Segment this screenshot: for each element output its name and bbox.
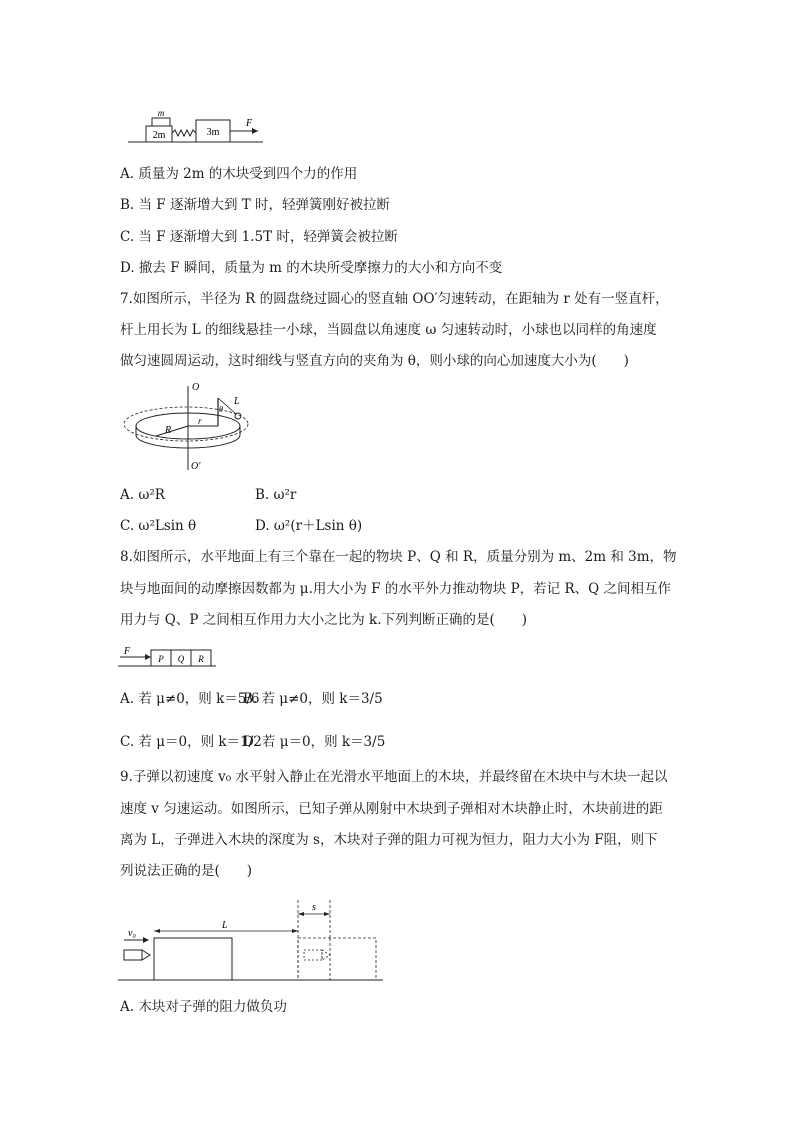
- label-L: L: [234, 396, 240, 407]
- q6-option-c: C. 当 F 逐渐增大到 1.5T 时，轻弹簧会被拉断: [120, 229, 398, 245]
- label-F: F: [124, 646, 131, 657]
- q9-stem-line3: 离为 L，子弹进入木块的深度为 s，木块对子弹的阻力可视为恒力，阻力大小为 F阻，则下: [120, 832, 658, 848]
- bullet-block-figure: [118, 898, 388, 986]
- q7-option-a: A. ω²R: [120, 487, 165, 503]
- q8-option-b: B. 若 μ≠0，则 k＝3/5: [243, 691, 383, 707]
- label-m: m: [157, 108, 165, 118]
- q9-option-a: A. 木块对子弹的阻力做负功: [120, 999, 287, 1015]
- q7-option-b: B. ω²r: [255, 487, 297, 503]
- label-R: R: [198, 654, 204, 664]
- label-r: r: [198, 416, 202, 426]
- label-P: P: [158, 654, 164, 664]
- spring-blocks-figure: [128, 106, 268, 146]
- label-2m: 2m: [152, 130, 166, 141]
- q6-option-d: D. 撤去 F 瞬间，质量为 m 的木块所受摩擦力的大小和方向不变: [120, 260, 503, 276]
- q9-stem-line2: 速度 v 匀速运动。如图所示，已知子弹从刚射中木块到子弹相对木块静止时，木块前进的距: [120, 801, 663, 817]
- q6-option-a: A. 质量为 2m 的木块受到四个力的作用: [120, 166, 358, 182]
- q9-stem-line4: 列说法正确的是( ): [120, 863, 253, 879]
- label-R: R: [165, 425, 172, 436]
- label-theta: θ: [219, 405, 223, 414]
- q7-stem-line2: 杆上用长为 L 的细线悬挂一小球，当圆盘以角速度 ω 匀速转动时，小球也以同样的角速度: [120, 322, 657, 338]
- label-s: s: [312, 902, 316, 913]
- label-F: F: [246, 118, 253, 129]
- q7-stem-line1: 7.如图所示，半径为 R 的圆盘绕过圆心的竖直轴 OO′匀速转动，在距轴为 r 处有一竖直杆，: [120, 291, 669, 307]
- q9-stem-line1: 9.子弹以初速度 v₀ 水平射入静止在光滑水平地面上的木块，并最终留在木块中与木块一起以: [120, 769, 668, 785]
- label-O-prime: O′: [191, 461, 201, 472]
- q8-stem-line1: 8.如图所示，水平地面上有三个靠在一起的物块 P、Q 和 R，质量分别为 m、2m 和 3m，物: [120, 549, 677, 565]
- label-v0: v₀: [128, 928, 136, 939]
- q8-option-c: C. 若 μ＝0，则 k＝1/2: [120, 734, 262, 750]
- label-L: L: [222, 920, 228, 931]
- q8-option-d: D. 若 μ＝0，则 k＝3/5: [243, 734, 386, 750]
- q8-option-a: A. 若 μ≠0，则 k＝5/6: [120, 691, 260, 707]
- q7-stem-line3: 做匀速圆周运动，这时细线与竖直方向的夹角为 θ，则小球的向心加速度大小为( ): [120, 353, 629, 369]
- q7-option-c: C. ω²Lsin θ: [120, 518, 197, 534]
- pqr-blocks-figure: [118, 642, 223, 670]
- q7-option-d: D. ω²(r＋Lsin θ): [255, 518, 363, 534]
- q6-option-b: B. 当 F 逐渐增大到 T 时，轻弹簧刚好被拉断: [120, 197, 391, 213]
- label-O: O: [192, 382, 200, 393]
- label-Q: Q: [177, 654, 185, 664]
- label-3m: 3m: [206, 127, 220, 138]
- q8-stem-line2: 块与地面间的动摩擦因数都为 μ.用大小为 F 的水平外力推动物块 P，若记 R、Q 之间相互作: [120, 581, 671, 597]
- q8-stem-line3: 用力与 Q、P 之间相互作用力大小之比为 k.下列判断正确的是( ): [120, 612, 528, 628]
- rotating-disk-figure: [118, 378, 268, 476]
